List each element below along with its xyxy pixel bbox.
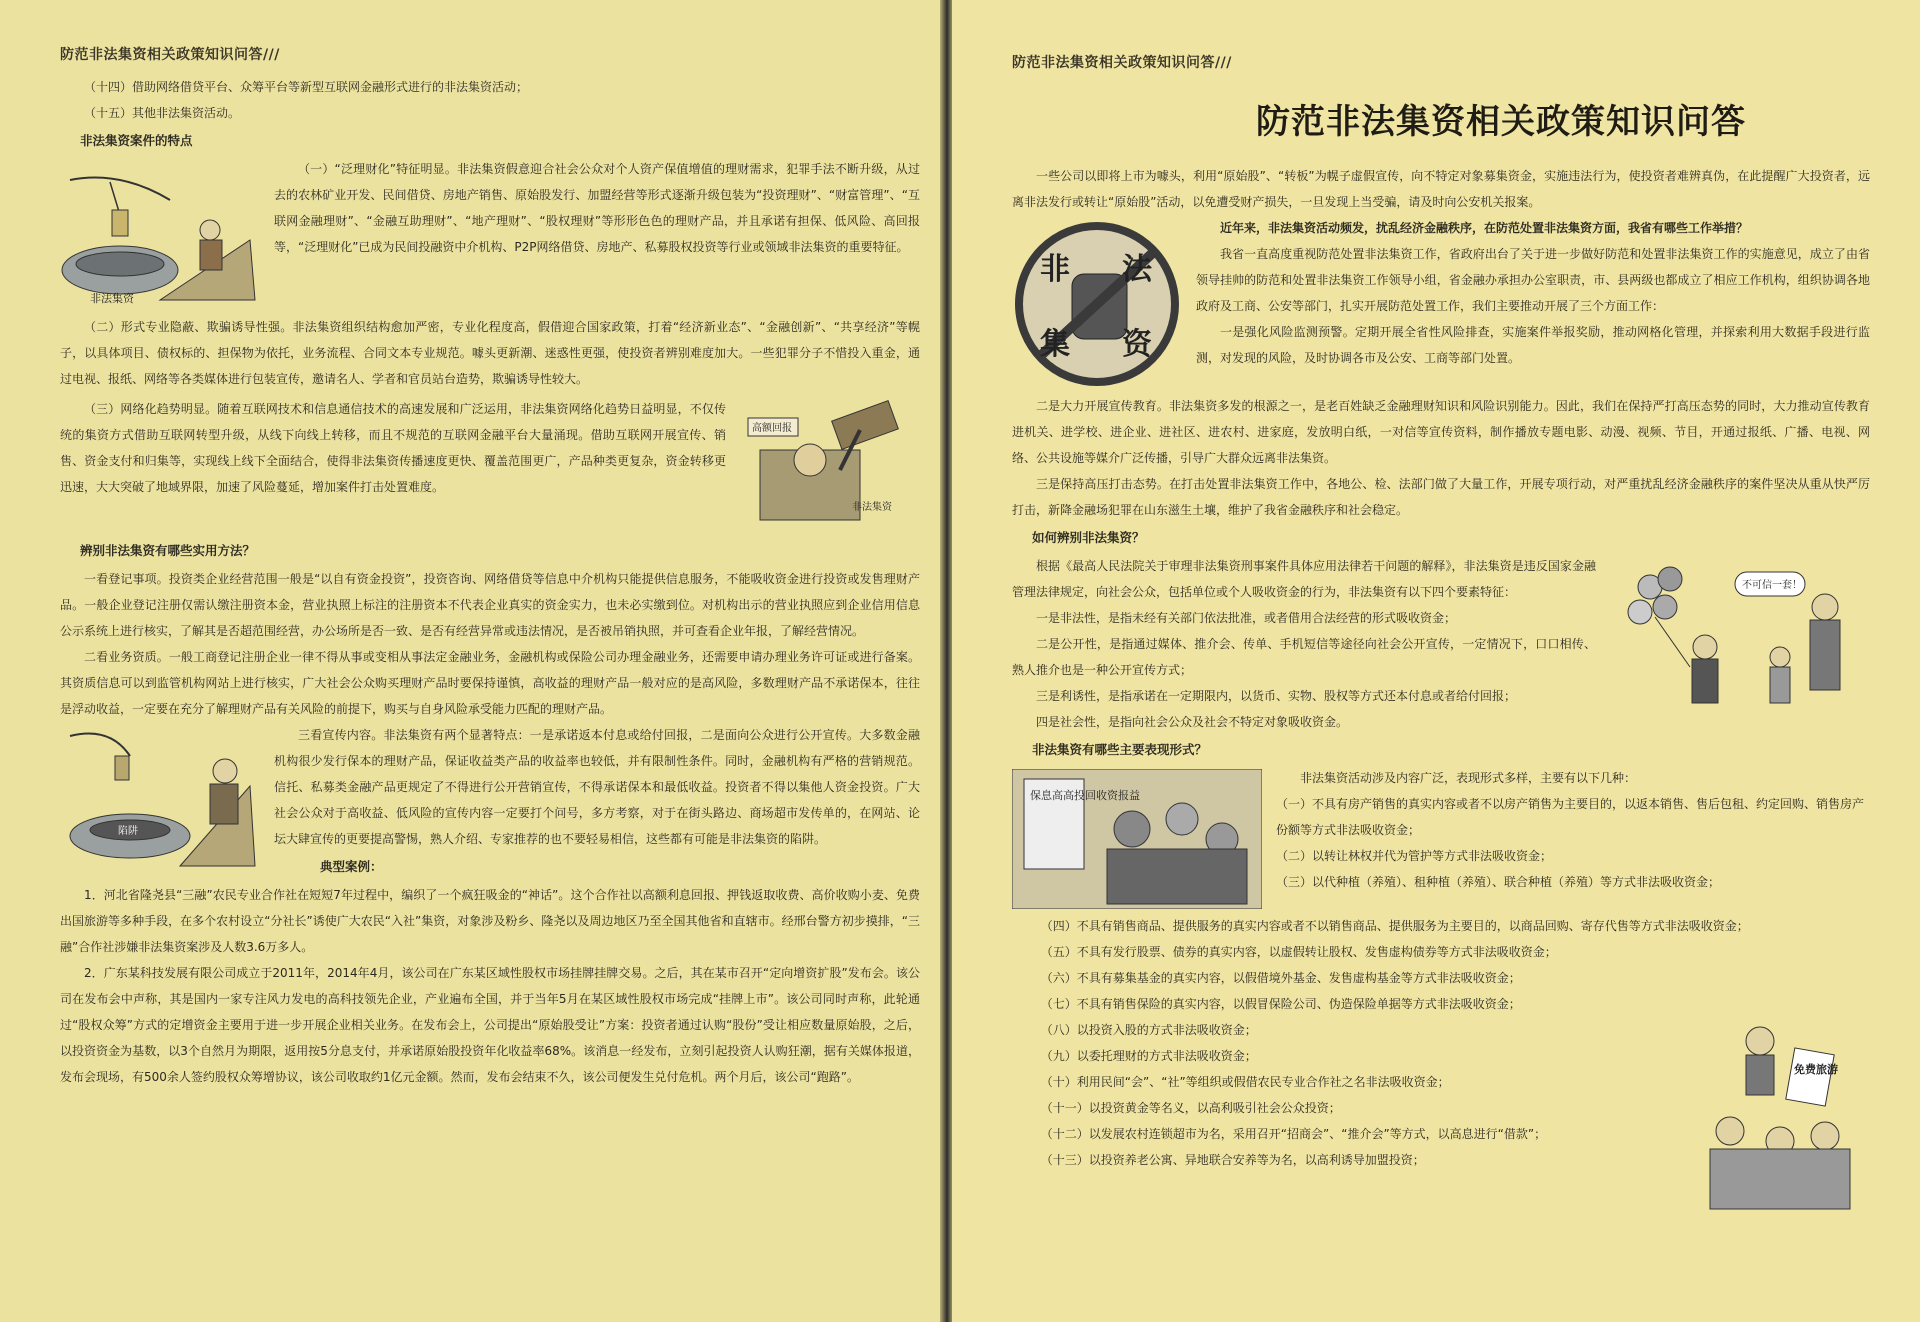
paragraph: 三是保持高压打击态势。在打击处置非法集资工作中，各地公、检、法部门做了大量工作，开展专项行动，对严重扰乱经济金融秩序的案件坚决从重从快严厉打击，新降金融场犯罪在山东滋生土壤，维护了我省金融秩序和社会稳定。 [1012, 477, 1870, 517]
paragraph: 根据《最高人民法院关于审理非法集资刑事案件具体应用法律若干问题的解释》，非法集资是违反国家金融管理法律规定，向社会公众，包括单位或个人吸收资金的行为，非法集资有以下四个要素特征： [1012, 559, 1596, 599]
question: 非法集资有哪些主要表现形式？ [1032, 742, 1208, 757]
paragraph: 二是大力开展宣传教育。非法集资多发的根源之一，是老百姓缺乏金融理财知识和风险识别能力。因此，我们在保持严打高压态势的同时，大力推动宣传教育进机关、进学校、进企业、进社区、进农村、进家庭，发放明白纸，一对信等宣传资料，制作播放专题电影、动漫、视频、节目，开通过报纸、广播、电视、网络、公共设施等媒介广泛传播，引导广大群众远离非法集资。 [1012, 399, 1870, 465]
paragraph: 2．广东某科技发展有限公司成立于2011年，2014年4月，该公司在广东某区域性股权市场挂牌挂牌交易。之后，其在某市召开“定向增资扩股”发布会。该公司在发布会中声称，其是国内一家专注风力发电的高科技领先企业，产业遍布全国，并于当年5月在某区域性股权市场完成“挂牌上市”。该公司同时声称，此轮通过“股权众筹”方式的定增资金主要用于进一步开展企业相关业务。在发布会上，公司提出“原始股受让”方案：投资者通过认购“股份”受让相应数量原始股，之后，以投资资金为基数，以3个自然月为期限，返用按5分息支付，并承诺原始股投资年化收益率68%。该消息一经发布，立刻引起投资人认购狂潮，据有关媒体报道，发布会现场，有500余人签约股权众筹增协议，该公司收取约1亿元金额。然而，发布会结束不久，该公司便发生兑付危机。两个月后，该公司“跑路”。 [60, 966, 920, 1084]
paragraph: 一是非法性，是指未经有关部门依法批准，或者借用合法经营的形式吸收资金； [1036, 611, 1457, 625]
form-item: （五）不具有发行股票、债券的真实内容，以虚假转让股权、发售虚构债券等方式非法吸收资金； [1040, 945, 1557, 959]
paragraph: 二看业务资质。一般工商登记注册企业一律不得从事或变相从事法定金融业务，金融机构或保险公司办理金融业务，还需要申请办理业务许可证或进行备案。其资质信息可以到监管机构网站上进行核实，广大社会公众购买理财产品时要保持谨慎，高收益的理财产品一般对应的是高风险，多数理财产品不承诺保本，往往是浮动收益，一定要在充分了解理财产品有关风险的前提下，购买与自身风险承受能力匹配的理财产品。 [60, 650, 920, 716]
form-item: （十二）以发展农村连锁超市为名，采用召开“招商会”、“推介会”等方式，以高息进行“借款”； [1040, 1127, 1547, 1141]
right-page [952, 0, 1920, 1322]
paragraph: （二）形式专业隐蔽、欺骗诱导性强。非法集资组织结构愈加严密，专业化程度高，假借迎合国家政策，打着“经济新业态”、“金融创新”、“共享经济”等幌子，以具体项目、债权标的、担保物为依托，业务流程、合同文本专业规范。噱头更新潮、迷惑性更强，使投资者辨别难度加大。一些犯罪分子不惜投入重金，通过电视、报纸、网络等各类媒体进行包装宣传，邀请名人、学者和官员站台造势，欺骗诱导性较大。 [60, 320, 920, 386]
form-item: （八）以投资入股的方式非法吸收资金； [1040, 1023, 1257, 1037]
paragraph: 二是公开性，是指通过媒体、推介会、传单、手机短信等途径向社会公开宣传，一定情况下，口口相传、熟人推介也是一种公开宣传方式； [1012, 637, 1596, 677]
form-item: （六）不具有募集基金的真实内容，以假借境外基金、发售虚构基金等方式非法吸收资金； [1040, 971, 1521, 985]
list-item: （十五）其他非法集资活动。 [84, 106, 241, 120]
paragraph: 1．河北省隆尧县“三融”农民专业合作社在短短7年过程中，编织了一个疯狂吸金的“神话”。这个合作社以高额利息回报、押钱返取收费、高价收购小麦、免费出国旅游等多种手段，在多个农村设立“分社长”诱使广大农民“入社”集资，对象涉及粉乡、隆尧以及周边地区乃至全国其他省和直辖市。经邢台警方初步摸排，“三融”合作社涉嫌非法集资案涉及人数3.6万多人。 [60, 888, 920, 954]
paragraph: 我省一直高度重视防范处置非法集资工作，省政府出台了关于进一步做好防范和处置非法集资工作的实施意见，成立了由省领导挂帅的防范和处置非法集资工作领导小组，省金融办承担办公室职责，市、县两级也都成立了相应工作机构，组织协调各地政府及工商、公安等部门，扎实开展防范处置工作，我们主要推动开展了三个方面工作： [1196, 247, 1870, 313]
form-item: （三）以代种植（养殖）、租种植（养殖）、联合种植（养殖）等方式非法吸收资金； [1276, 875, 1721, 889]
figure-label: 非法集资 [90, 292, 134, 305]
paragraph: 一些公司以即将上市为噱头，利用“原始股”、“转板”为幌子虚假宣传，向不特定对象募集资金，实施违法行为，使投资者难辨真伪，在此提醒广大投资者，远离非法发行或转让“原始股”活动，以免遭受财产损失，一旦发现上当受骗，请及时向公安机关报案。 [1012, 169, 1870, 209]
form-item: （九）以委托理财的方式非法吸收资金； [1040, 1049, 1257, 1063]
paragraph: 三看宣传内容。非法集资有两个显著特点：一是承诺返本付息或给付回报，二是面向公众进行公开宣传。大多数金融机构很少发行保本的理财产品，保证收益类产品的收益率也较低，并有限制性条件。同时，金融机构有严格的营销规范。信托、私募类金融产品更规定了不得进行公开营销宣传，不得承诺保本和最低收益。投资者不得以集他人资金投资。广大社会公众对于高收益、低风险的宣传内容一定要打个问号，多方考察，对于在街头路边、商场超市发传单的，在网站、论坛大肆宣传的更要提高警惕，熟人介绍、专家推荐的也不要轻易相信，这些都有可能是非法集资的陷阱。 [274, 728, 920, 846]
figure-label: 陷阱 [118, 826, 138, 837]
illustration-balloons [1610, 557, 1870, 707]
form-item: （四）不具有销售商品、提供服务的真实内容或者不以销售商品、提供服务为主要目的，以商品回购、寄存代售等方式非法吸收资金； [1040, 919, 1749, 933]
form-item: （一）不具有房产销售的真实内容或者不以房产销售为主要目的，以返本销售、售后包租、约定回购、销售房产份额等方式非法吸收资金； [1276, 797, 1865, 837]
stamp-text: 资 [1122, 327, 1152, 362]
speech-bubble: 不可信一套！ [1742, 580, 1802, 591]
page-header: 防范非法集资相关政策知识问答/// [1012, 55, 1232, 71]
question: 近年来，非法集资活动频发，扰乱经济金融秩序，在防范处置非法集资方面，我省有哪些工作举措？ [1220, 221, 1749, 235]
illustration-trap [60, 726, 260, 876]
left-page [0, 0, 942, 1322]
form-item: （十一）以投资黄金等名义，以高利吸引社会公众投资； [1040, 1101, 1341, 1115]
illustration-free-trip [1690, 1021, 1870, 1211]
form-item: （二）以转让林权并代为管护等方式非法吸收资金； [1276, 849, 1553, 863]
poster-text: 保息高高投回收资报益 [1030, 789, 1140, 802]
illustration-hammer-money [740, 400, 920, 530]
section-heading: 非法集资案件的特点 [80, 133, 193, 148]
section-heading: 典型案例： [320, 859, 383, 874]
paragraph: 四是社会性，是指向社会公众及社会不特定对象吸收资金。 [1036, 715, 1349, 729]
illustration-crowd [1012, 769, 1262, 909]
paragraph: 一是强化风险监测预警。定期开展全省性风险排查，实施案件举报奖励，推动网格化管理，并探索利用大数据手段进行监测，对发现的风险，及时协调各市及公安、工商等部门处置。 [1196, 325, 1870, 365]
stamp-text: 非 [1040, 252, 1070, 287]
paragraph: （一）“泛理财化”特征明显。非法集资假意迎合社会公众对个人资产保值增值的理财需求，犯罪手法不断升级，从过去的农林矿业开发、民间借贷、房地产销售、原始股发行、加盟经营等形式逐渐升级包装为“投资理财”、“财富管理”、“互联网金融理财”、“金融互助理财”、“地产理财”、“股权理财”等形形色色的理财产品，并且承诺有担保、低风险、高回报等，“泛理财化”已成为民间投融资中介机构、P2P网络借贷、房地产、私募股权投资等行业或领域非法集资的重要特征。 [274, 162, 920, 254]
figure-label: 高额回报 [752, 423, 792, 434]
form-item: （十三）以投资养老公寓、异地联合安养等为名，以高利诱导加盟投资； [1040, 1153, 1425, 1167]
stamp-text: 集 [1040, 327, 1070, 362]
form-item: （十）利用民间“会”、“社”等组织或假借农民专业合作社之名非法吸收资金； [1040, 1075, 1450, 1089]
question: 如何辨别非法集资？ [1032, 530, 1145, 545]
paragraph: 一看登记事项。投资类企业经营范围一般是“以自有资金投资”，投资咨询、网络借贷等信息中介机构只能提供信息服务，不能吸收资金进行投资或发售理财产品。一般企业登记注册仅需认缴注册资本金，营业执照上标注的注册资本不代表企业真实的资金实力，也未必实缴到位。对机构出示的营业执照应到企业信用信息公示系统上进行核实，了解其是否超范围经营，办公场所是否一致、是否有经营异常或违法情况，是否被吊销执照，并可查看企业年报，了解经营情况。 [60, 572, 920, 638]
page-header: 防范非法集资相关政策知识问答/// [60, 47, 280, 63]
figure-label: 非法集资 [852, 502, 892, 513]
form-item: （七）不具有销售保险的真实内容，以假冒保险公司、伪造保险单据等方式非法吸收资金； [1040, 997, 1521, 1011]
stamp-text: 法 [1122, 252, 1152, 287]
page-title: 防范非法集资相关政策知识问答 [1256, 102, 1746, 142]
illustration-fishing-hook [60, 160, 260, 310]
paragraph: （三）网络化趋势明显。随着互联网技术和信息通信技术的高速发展和广泛运用，非法集资网络化趋势日益明显，不仅传统的集资方式借助互联网转型升级，从线下向线上转移，而且不规范的互联网金融平台大量涌现。借助互联网开展宣传、销售、资金支付和归集等，实现线上线下全面结合，使得非法集资传播速度更快、覆盖范围更广，产品种类更复杂，资金转移更迅速，大大突破了地域界限，加速了风险蔓延，增加案件打击处置难度。 [60, 402, 726, 494]
list-item: （十四）借助网络借贷平台、众筹平台等新型互联网金融形式进行的非法集资活动； [84, 80, 529, 94]
sign-text: 免费旅游 [1794, 1063, 1838, 1076]
illustration-stamp [1012, 219, 1182, 389]
paragraph: 三是利诱性，是指承诺在一定期限内，以货币、实物、股权等方式还本付息或者给付回报； [1036, 689, 1517, 703]
section-heading: 辨别非法集资有哪些实用方法？ [80, 543, 256, 558]
paragraph: 非法集资活动涉及内容广泛，表现形式多样，主要有以下几种： [1300, 771, 1637, 785]
